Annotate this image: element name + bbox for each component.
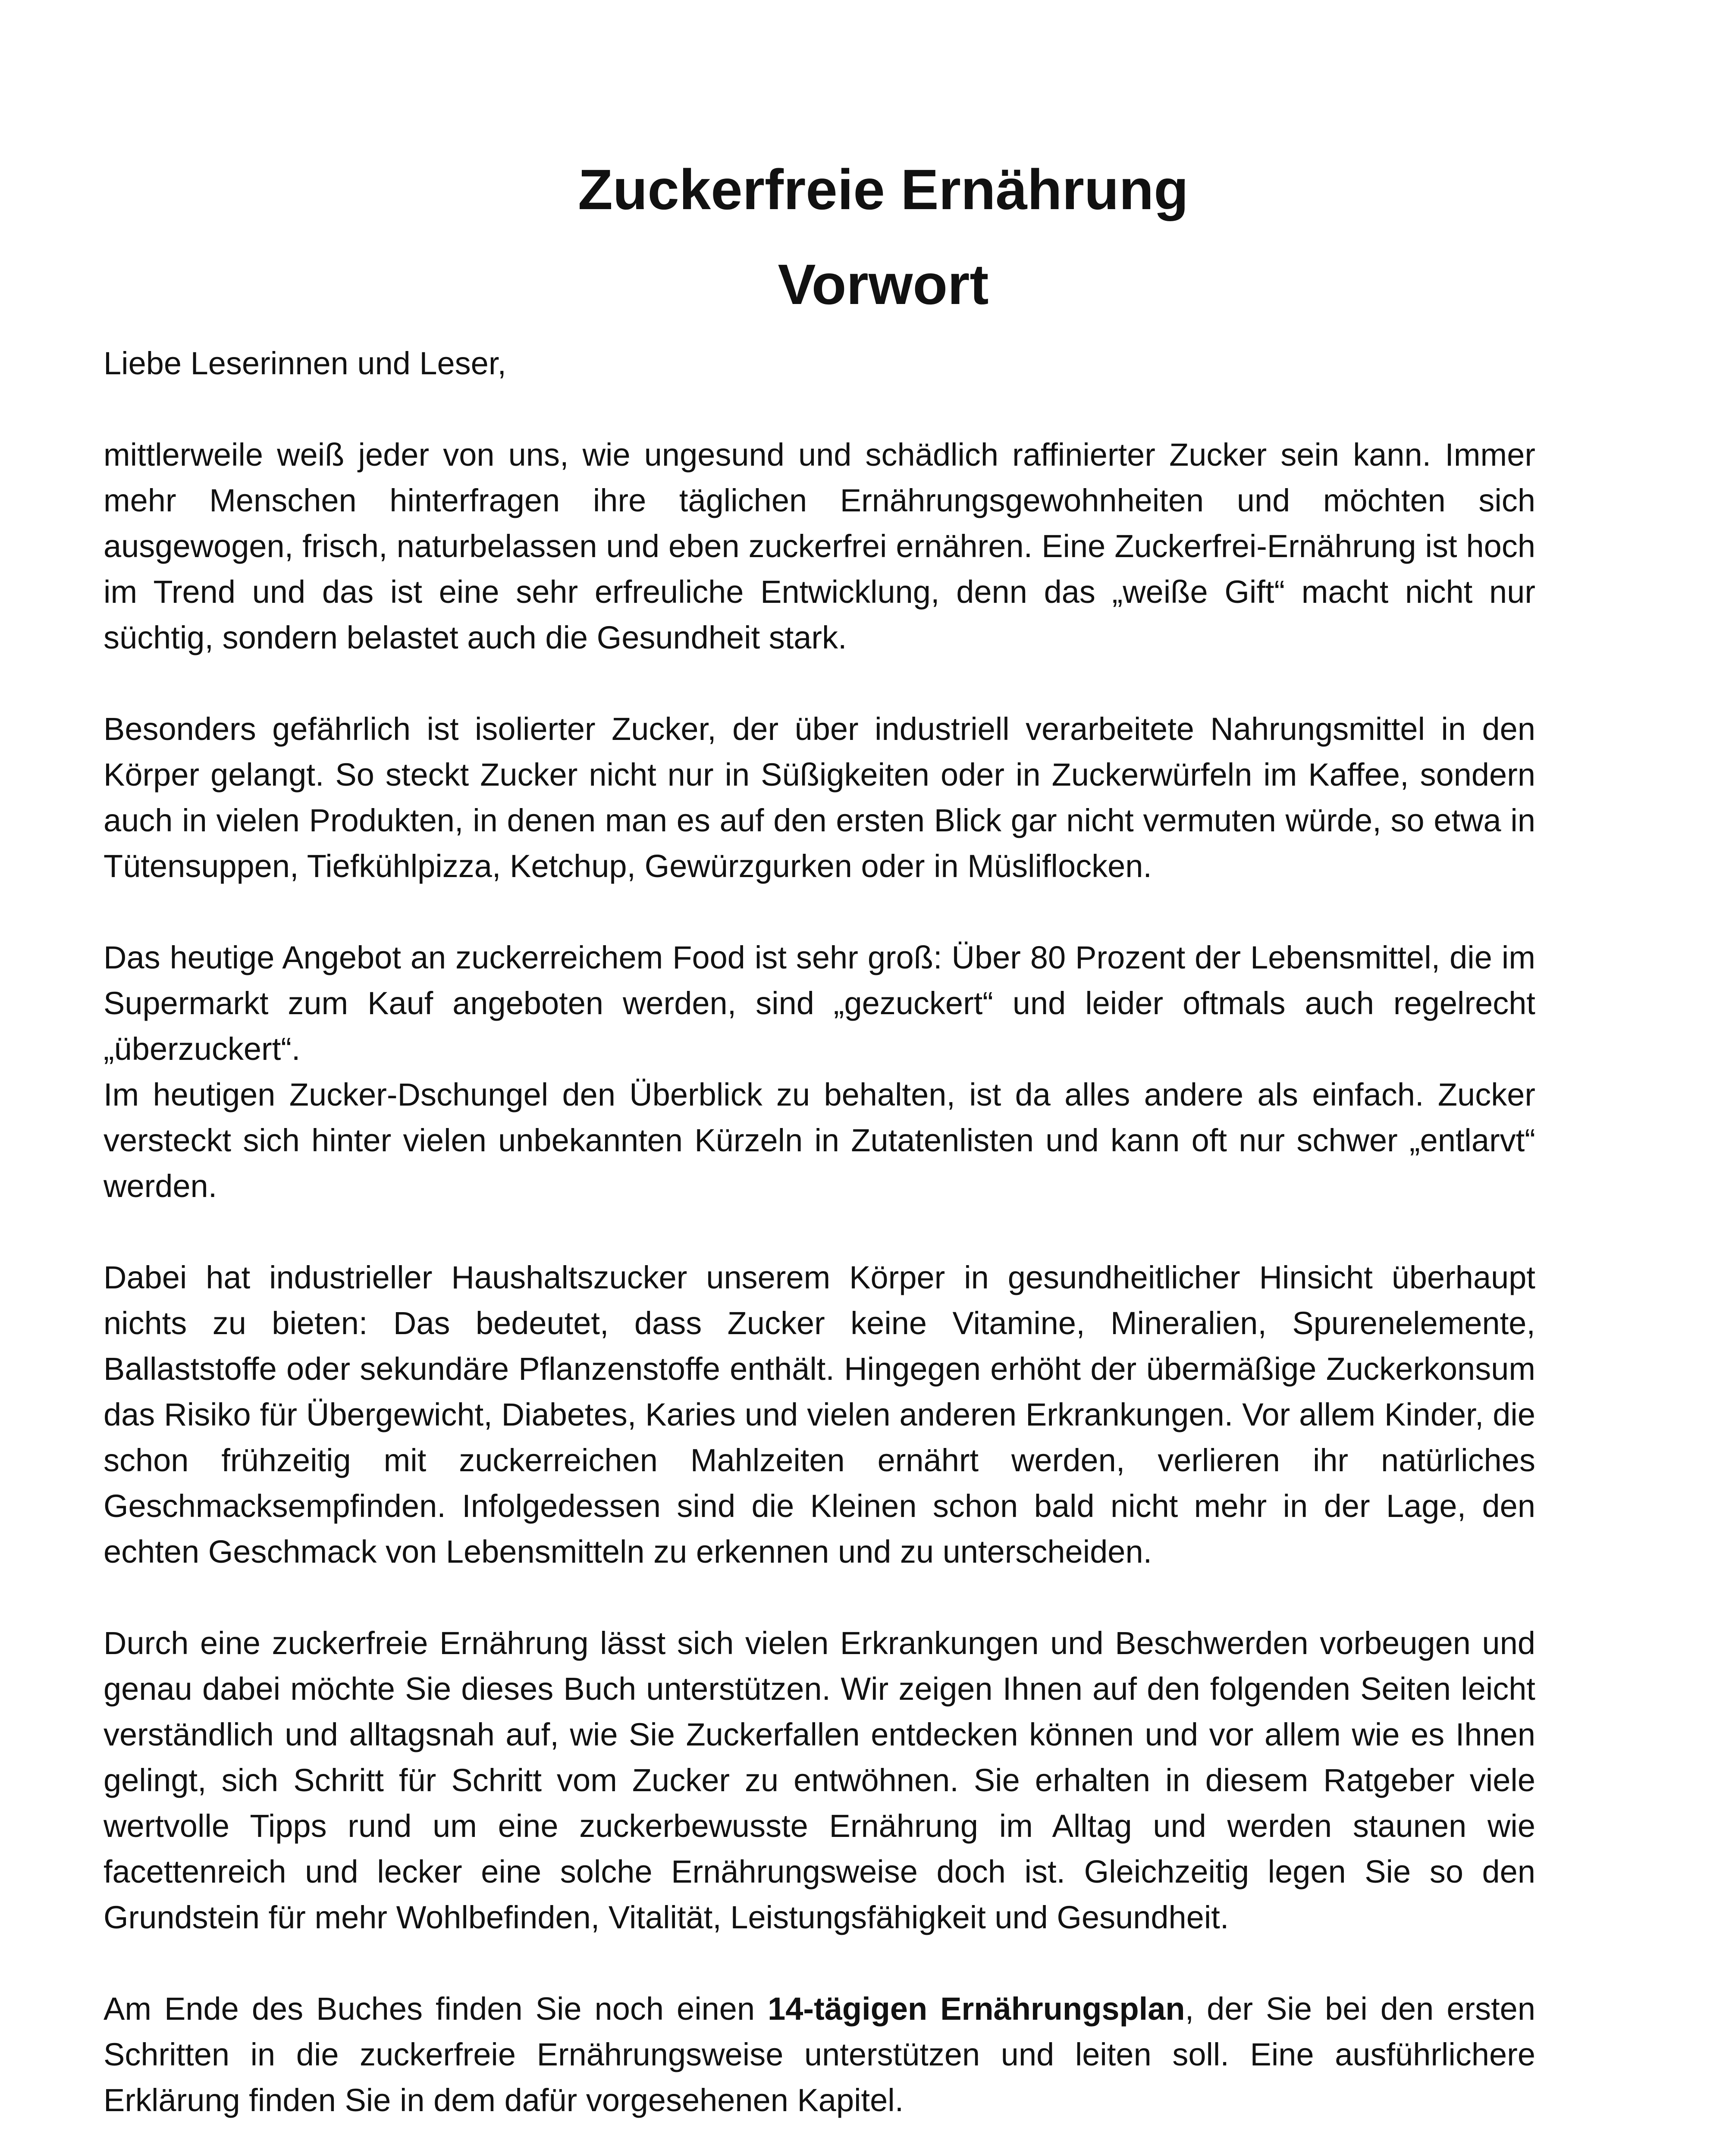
paragraph-nutrition-plan (104, 1986, 1535, 2123)
paragraph-book-purpose: Durch eine zuckerfreie Ernährung lässt sich vielen Erkrankungen und Beschwerden vorbeugen und genau dabei möchte Sie dieses Buch unterstützen. Wir zeigen Ihnen auf den folgenden Seiten leicht verständlich und alltagsnah auf, wie Sie Zuckerfallen entdecken können und vor allem wie es Ihnen gelingt, sich Schritt für Schritt vom Zucker zu entwöhnen. Sie erhalten in diesem Ratgeber viele wertvolle Tipps rund um eine zuckerbewusste Ernährung im Alltag und werden staunen wie facettenreich und lecker eine solche Ernährungsweise doch ist. Gleichzeitig legen Sie so den Grundstein für mehr Wohlbefinden, Vitalität, Leistungsfähigkeit und Gesundheit. (104, 1625, 1535, 1935)
document-body (104, 341, 1535, 2156)
plan-text-bold: 14-tägigen Ernährungsplan (768, 1991, 1185, 2027)
page-title: Zuckerfreie Ernährung (578, 158, 1189, 221)
paragraph-sugar-jungle: Im heutigen Zucker-Dschungel den Überblick zu behalten, ist da alles andere als einfach. Zucker versteckt sich hinter vielen unbekannten Kürzeln in Zutatenlisten und kann oft nur schwer „entlarvt“ werden. (104, 1077, 1535, 1204)
plan-text-before: Am Ende des Buches finden Sie noch einen (104, 1991, 768, 2027)
paragraph-health-risks: Dabei hat industrieller Haushaltszucker unserem Körper in gesundheitlicher Hinsicht überhaupt nichts zu bieten: Das bedeutet, dass Zucker keine Vitamine, Mineralien, Spurenelemente, Ballaststoffe oder sekundäre Pflanzenstoffe enthält. Hingegen erhöht der übermäßige Zuckerkonsum das Risiko für Übergewicht, Diabetes, Karies und vielen anderen Erkrankungen. Vor allem Kinder, die schon frühzeitig mit zuckerreichen Mahlzeiten ernährt werden, verlieren ihr natürliches Geschmacksempfinden. Infolgedessen sind die Kleinen schon bald nicht mehr in der Lage, den echten Geschmack von Lebensmitteln zu erkennen und zu unterscheiden. (104, 1260, 1535, 1570)
plan-text-after: , der Sie bei den ersten Schritten in die zuckerfreie Ernährungsweise unterstützen und leiten soll. Eine ausführlichere Erklärung finden Sie in dem dafür vorgesehenen Kapitel. (104, 1991, 1535, 2118)
paragraph-intro: mittlerweile weiß jeder von uns, wie ungesund und schädlich raffinierter Zucker sein kann. Immer mehr Menschen hinterfragen ihre täglichen Ernährungsgewohnheiten und möchten sich ausgewogen, frisch, naturbelassen und eben zuckerfrei ernähren. Eine Zuckerfrei-Ernährung ist hoch im Trend und das ist eine sehr erfreuliche Entwicklung, denn das „weiße Gift“ macht nicht nur süchtig, sondern belastet auch die Gesundheit stark. (104, 437, 1535, 655)
paragraph-isolated-sugar: Besonders gefährlich ist isolierter Zucker, der über industriell verarbeitete Nahrungsmittel in den Körper gelangt. So steckt Zucker nicht nur in Süßigkeiten oder in Zuckerwürfeln im Kaffee, sondern auch in vielen Produkten, in denen man es auf den ersten Blick gar nicht vermuten würde, so etwa in Tütensuppen, Tiefkühlpizza, Ketchup, Gewürzgurken oder in Müsliflocken. (104, 711, 1535, 884)
section-heading: Vorwort (778, 253, 989, 316)
greeting: Liebe Leserinnen und Leser, (104, 345, 506, 381)
paragraph-food-offer: Das heutige Angebot an zuckerreichem Food ist sehr groß: Über 80 Prozent der Lebensmittel, die im Supermarkt zum Kauf angeboten werden, sind „gezuckert“ und leider oftmals auch regelrecht „überzuckert“. (104, 940, 1535, 1067)
